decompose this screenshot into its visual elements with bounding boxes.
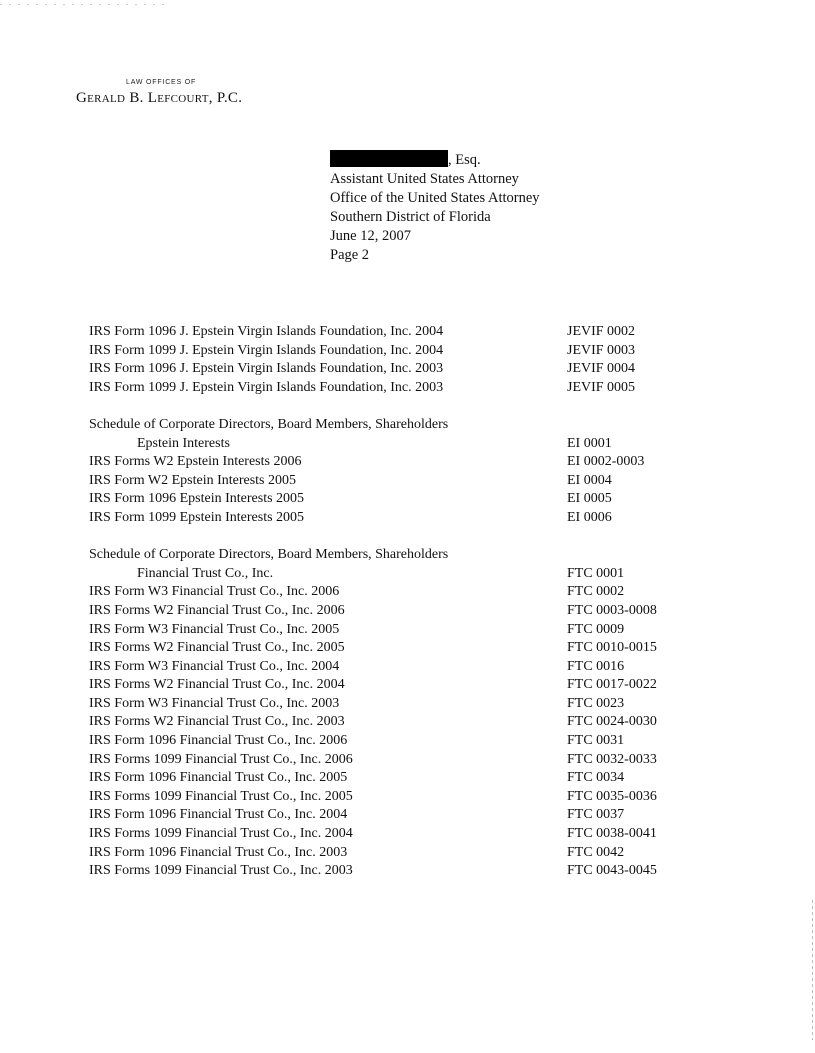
bates-number: JEVIF 0002: [567, 324, 636, 339]
redaction-box: [330, 150, 448, 167]
bates-number: FTC 0023: [567, 695, 625, 711]
group-heading: Schedule of Corporate Directors, Board Members, Shareholders: [89, 547, 449, 563]
document-row: [89, 751, 689, 770]
document-description: IRS Forms W2 Financial Trust Co., Inc. 2006: [89, 602, 345, 618]
document-description: Epstein Interests: [137, 435, 230, 451]
document-index-list: [89, 323, 689, 899]
document-row: [89, 844, 689, 863]
document-description: IRS Forms W2 Financial Trust Co., Inc. 2005: [89, 640, 345, 656]
recipient-name-line: [330, 150, 540, 170]
letterhead-caption: LAW OFFICES OF: [126, 79, 197, 86]
bates-number: FTC 0043-0045: [567, 863, 657, 879]
bates-number: EI 0002-0003: [567, 454, 645, 470]
document-row: [89, 509, 689, 528]
letter-date: June 12, 2007: [330, 228, 411, 244]
document-group: [89, 323, 689, 397]
bates-number: FTC 0002: [567, 584, 625, 600]
bates-number: FTC 0017-0022: [567, 677, 657, 693]
document-description: IRS Form 1096 Financial Trust Co., Inc. 2004: [89, 807, 348, 823]
document-description: IRS Forms W2 Financial Trust Co., Inc. 2003: [89, 714, 345, 730]
recipient-block: [330, 150, 540, 265]
document-description: IRS Form W3 Financial Trust Co., Inc. 2005: [89, 621, 340, 637]
document-row: [89, 825, 689, 844]
document-row: [89, 342, 689, 361]
bates-number: JEVIF 0003: [567, 342, 636, 358]
group-heading: Schedule of Corporate Directors, Board Members, Shareholders: [89, 416, 449, 432]
document-row: [89, 769, 689, 788]
bates-number: FTC 0038-0041: [567, 826, 657, 842]
bates-number: FTC 0010-0015: [567, 640, 657, 656]
scan-artifact: [0, 4, 170, 5]
bates-number: FTC 0016: [567, 658, 625, 674]
recipient-office: Office of the United States Attorney: [330, 190, 540, 206]
document-description: IRS Form 1096 Financial Trust Co., Inc. 2006: [89, 733, 348, 749]
document-description: IRS Form 1096 Financial Trust Co., Inc. 2003: [89, 844, 348, 860]
bates-number: FTC 0003-0008: [567, 602, 657, 618]
document-row: [89, 472, 689, 491]
document-row: [89, 676, 689, 695]
document-row: [89, 621, 689, 640]
document-description: Financial Trust Co., Inc.: [137, 565, 274, 581]
document-description: IRS Form W3 Financial Trust Co., Inc. 2004: [89, 658, 340, 674]
document-row: [89, 658, 689, 677]
document-row: [89, 695, 689, 714]
bates-number: FTC 0034: [567, 770, 625, 786]
bates-number: FTC 0031: [567, 733, 625, 749]
document-description: IRS Forms 1099 Financial Trust Co., Inc. 2006: [89, 751, 353, 767]
document-group: [89, 546, 689, 881]
document-description: IRS Forms 1099 Financial Trust Co., Inc. 2004: [89, 826, 353, 842]
bates-number: JEVIF 0005: [567, 379, 636, 395]
bates-number: FTC 0032-0033: [567, 751, 657, 767]
bates-number: EI 0006: [567, 509, 612, 525]
document-row: [89, 806, 689, 825]
document-description: IRS Forms W2 Epstein Interests 2006: [89, 454, 302, 470]
document-row: [89, 565, 689, 584]
document-description: IRS Form 1099 Epstein Interests 2005: [89, 509, 305, 525]
document-description: IRS Form W3 Financial Trust Co., Inc. 2006: [89, 584, 340, 600]
document-description: IRS Forms 1099 Financial Trust Co., Inc. 2003: [89, 863, 353, 879]
bates-number: EI 0001: [567, 435, 612, 451]
scan-edge-artifact: [812, 900, 813, 1040]
document-row: [89, 490, 689, 509]
document-description: IRS Form 1099 J. Epstein Virgin Islands Foundation, Inc. 2003: [89, 379, 444, 395]
document-row: [89, 602, 689, 621]
bates-number: FTC 0024-0030: [567, 714, 657, 730]
document-description: IRS Form 1099 J. Epstein Virgin Islands Foundation, Inc. 2004: [89, 342, 444, 358]
bates-number: FTC 0037: [567, 807, 625, 823]
bates-number: JEVIF 0004: [567, 361, 636, 377]
document-row: [89, 639, 689, 658]
document-row: [89, 360, 689, 379]
page-number: Page 2: [330, 247, 370, 263]
document-group: [89, 416, 689, 528]
letterhead-firm-name: Gerald B. Lefcourt, P.C.: [76, 90, 243, 106]
bates-number: EI 0005: [567, 491, 612, 507]
document-description: IRS Form W3 Financial Trust Co., Inc. 2003: [89, 695, 340, 711]
document-row: [89, 379, 689, 398]
document-description: IRS Form 1096 J. Epstein Virgin Islands Foundation, Inc. 2003: [89, 361, 444, 377]
document-description: IRS Form W2 Epstein Interests 2005: [89, 472, 297, 488]
document-description: IRS Form 1096 J. Epstein Virgin Islands Foundation, Inc. 2004: [89, 324, 444, 339]
recipient-district: Southern District of Florida: [330, 209, 491, 225]
document-row: [89, 583, 689, 602]
document-row: [89, 435, 689, 454]
document-row: [89, 323, 689, 342]
document-row: [89, 862, 689, 881]
recipient-name-suffix: , Esq.: [448, 152, 481, 168]
document-row: [89, 788, 689, 807]
bates-number: FTC 0035-0036: [567, 788, 657, 804]
document-description: IRS Form 1096 Epstein Interests 2005: [89, 491, 305, 507]
bates-number: EI 0004: [567, 472, 612, 488]
bates-number: FTC 0001: [567, 565, 625, 581]
document-description: IRS Forms W2 Financial Trust Co., Inc. 2004: [89, 677, 345, 693]
document-row: [89, 713, 689, 732]
document-description: IRS Form 1096 Financial Trust Co., Inc. 2005: [89, 770, 348, 786]
bates-number: FTC 0042: [567, 844, 625, 860]
document-row: [89, 453, 689, 472]
recipient-title: Assistant United States Attorney: [330, 171, 519, 187]
document-row: [89, 732, 689, 751]
document-description: IRS Forms 1099 Financial Trust Co., Inc. 2005: [89, 788, 353, 804]
bates-number: FTC 0009: [567, 621, 625, 637]
